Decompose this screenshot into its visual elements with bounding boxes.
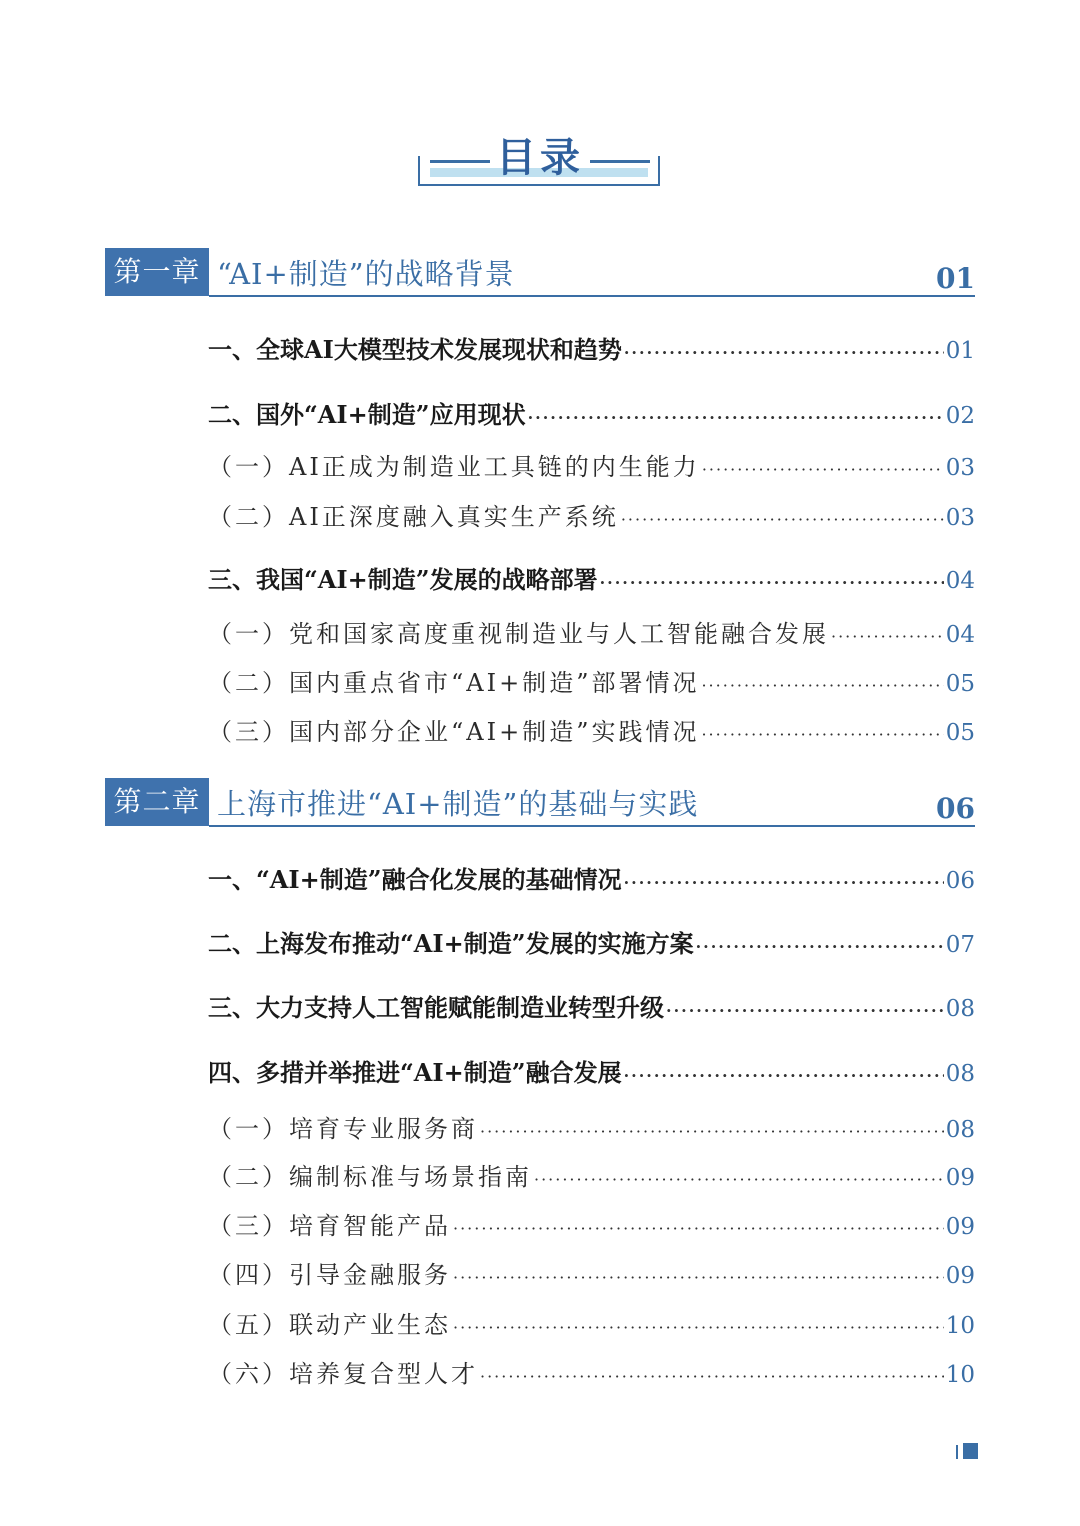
entry-page: 03: [945, 455, 975, 481]
leader-dots: [624, 343, 944, 362]
leader-dots: [453, 1268, 944, 1287]
entry-page: 08: [945, 996, 975, 1022]
leader-dots: [480, 1367, 944, 1386]
chapter-2-header[interactable]: [105, 778, 975, 828]
leader-dots: [621, 510, 944, 529]
entry-title: （二）AI正深度融入真实生产系统: [208, 503, 619, 531]
toc-entry[interactable]: [208, 395, 975, 429]
leader-dots: [624, 1066, 944, 1085]
toc-entry[interactable]: [208, 1305, 975, 1339]
toc-entry[interactable]: [208, 663, 975, 697]
toc-entry[interactable]: [208, 497, 975, 531]
entry-page: 09: [945, 1165, 975, 1191]
entry-page: 03: [945, 505, 975, 531]
chapter-rule: [209, 295, 975, 297]
toc-entry[interactable]: [208, 330, 975, 364]
entry-page: 07: [945, 932, 975, 958]
entry-title: （一）培育专业服务商: [208, 1115, 478, 1143]
entry-page: 10: [945, 1313, 975, 1339]
entry-page: 04: [945, 622, 975, 648]
entry-page: 09: [945, 1214, 975, 1240]
toc-entry[interactable]: [208, 1206, 975, 1240]
chapter-page-number: 01: [936, 262, 975, 295]
entry-title: （二）国内重点省市“AI+制造”部署情况: [208, 669, 700, 697]
entry-page: 08: [945, 1061, 975, 1087]
leader-dots: [600, 573, 944, 592]
chapter-title: 上海市推进“AI+制造”的基础与实践: [217, 787, 699, 821]
entry-title: （一）党和国家高度重视制造业与人工智能融合发展: [208, 620, 829, 648]
entry-title: （四）引导金融服务: [208, 1261, 451, 1289]
entry-title: （一）AI正成为制造业工具链的内生能力: [208, 453, 700, 481]
leader-dots: [831, 627, 944, 646]
toc-entry[interactable]: [208, 614, 975, 648]
entry-title: （三）国内部分企业“AI+制造”实践情况: [208, 718, 700, 746]
leader-dots: [453, 1318, 944, 1337]
leader-dots: [480, 1122, 944, 1141]
entry-title: 一、“AI+制造”融合化发展的基础情况: [208, 865, 622, 894]
chapter-tag: 第一章: [105, 248, 209, 296]
entry-title: （六）培养复合型人才: [208, 1360, 478, 1388]
toc-entry[interactable]: [208, 712, 975, 746]
toc-entry[interactable]: [208, 1157, 975, 1191]
entry-page: 10: [945, 1362, 975, 1388]
entry-page: 01: [945, 338, 975, 364]
toc-title-block: [418, 130, 662, 188]
leader-dots: [702, 460, 944, 479]
chapter-rule: [209, 825, 975, 827]
entry-title: 四、多措并举推进“AI+制造”融合发展: [208, 1058, 622, 1087]
toc-entry[interactable]: [208, 988, 975, 1022]
entry-page: 09: [945, 1263, 975, 1289]
toc-entry[interactable]: [208, 560, 975, 594]
toc-entry[interactable]: [208, 1053, 975, 1087]
toc-entry[interactable]: [208, 1354, 975, 1388]
entry-title: （三）培育智能产品: [208, 1212, 451, 1240]
entry-page: 02: [945, 403, 975, 429]
entry-page: 05: [945, 720, 975, 746]
leader-dots: [624, 873, 944, 892]
chapter-1-header[interactable]: [105, 248, 975, 298]
toc-entry[interactable]: [208, 860, 975, 894]
leader-dots: [701, 676, 943, 695]
chapter-page-number: 06: [936, 792, 975, 825]
entry-page: 04: [945, 568, 975, 594]
leader-dots: [701, 725, 943, 744]
entry-title: 二、国外“AI+制造”应用现状: [208, 400, 526, 429]
chapter-title: “AI+制造”的战略背景: [217, 257, 515, 291]
entry-title: 三、大力支持人工智能赋能制造业转型升级: [208, 993, 664, 1022]
toc-entry[interactable]: [208, 1109, 975, 1143]
toc-entry[interactable]: [208, 447, 975, 481]
page-title: 目录: [496, 135, 584, 181]
entry-page: 05: [945, 671, 975, 697]
toc-entry[interactable]: [208, 924, 975, 958]
toc-entry[interactable]: [208, 1255, 975, 1289]
chapter-tag: 第二章: [105, 778, 209, 826]
leader-dots: [453, 1219, 944, 1238]
entry-page: 06: [945, 868, 975, 894]
entry-title: 一、全球AI大模型技术发展现状和趋势: [208, 335, 622, 364]
leader-dots: [528, 408, 944, 427]
page-marker-icon: [956, 1443, 980, 1461]
leader-dots: [666, 1001, 944, 1020]
entry-title: 二、上海发布推动“AI+制造”发展的实施方案: [208, 929, 694, 958]
entry-title: （二）编制标准与场景指南: [208, 1163, 532, 1191]
entry-page: 08: [945, 1117, 975, 1143]
leader-dots: [696, 937, 944, 956]
entry-title: 三、我国“AI+制造”发展的战略部署: [208, 565, 598, 594]
entry-title: （五）联动产业生态: [208, 1311, 451, 1339]
leader-dots: [534, 1170, 944, 1189]
